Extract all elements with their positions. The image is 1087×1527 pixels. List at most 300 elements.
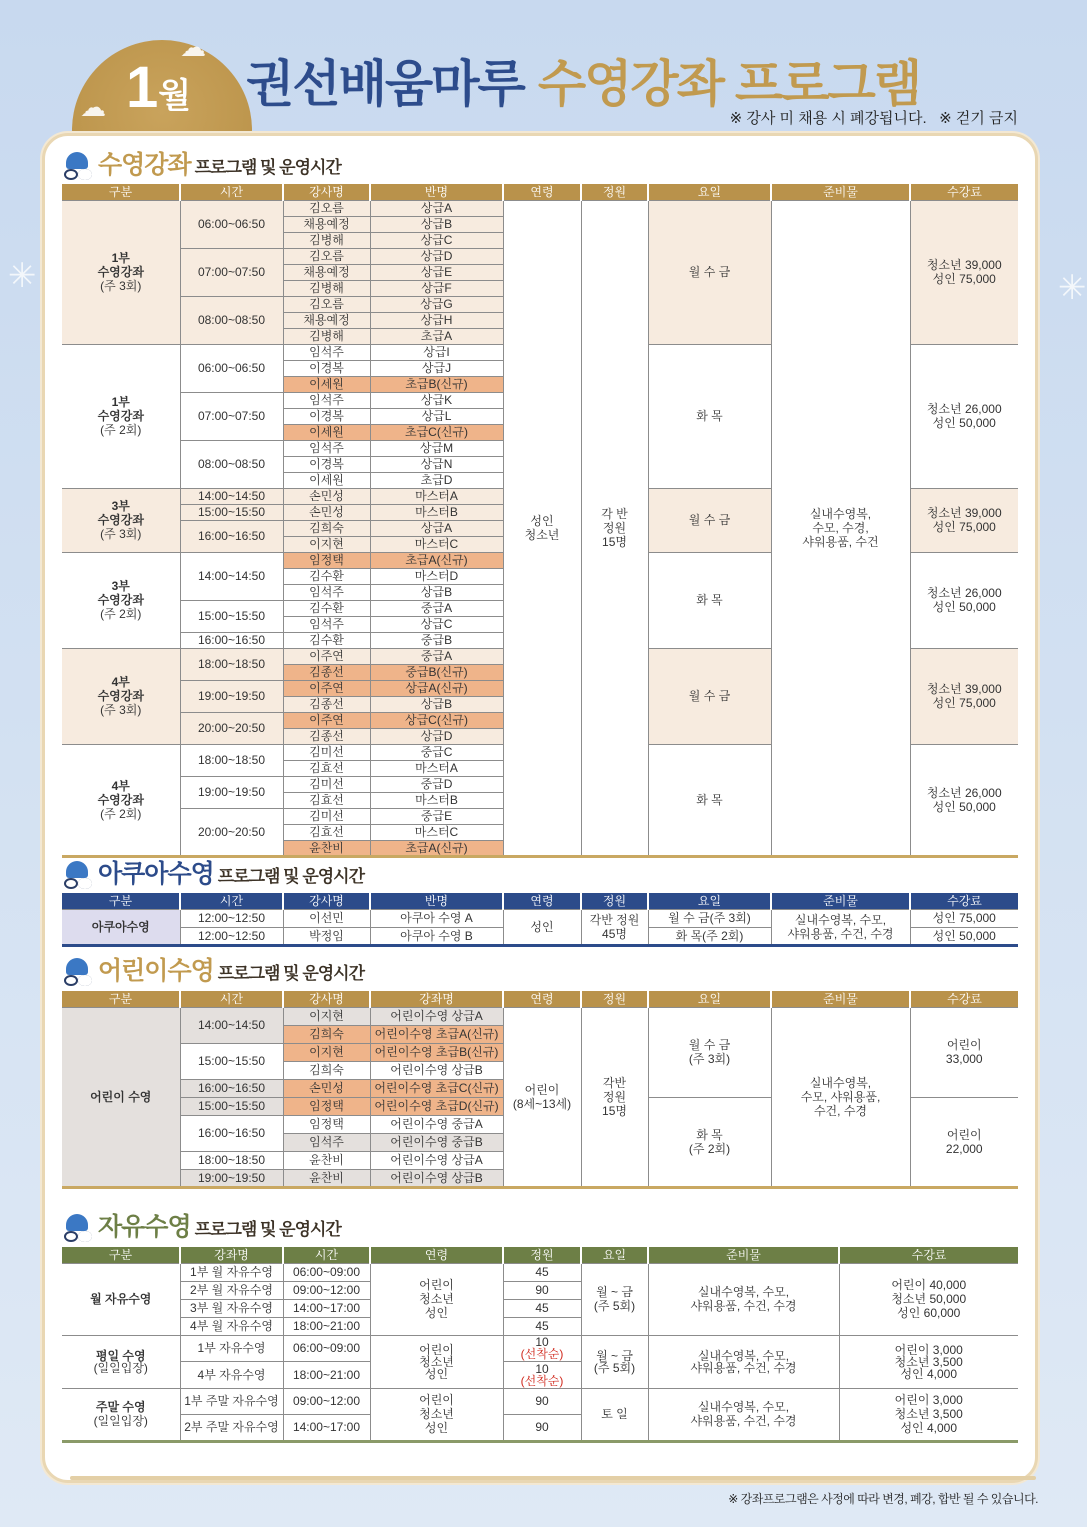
cell-text: 어린이 33,000 [945, 1038, 983, 1066]
cell-class [370, 392, 503, 408]
cell-text: 상급A(신규) [405, 681, 468, 695]
cell-fee [910, 909, 1018, 927]
header-supplies: 준비물 [771, 893, 910, 909]
section-title: 자유수영 [98, 1213, 191, 1241]
cell-instructor [283, 232, 370, 248]
cell-days [648, 909, 771, 927]
cell-text: 상급K [420, 393, 453, 407]
cell-instructor [283, 568, 370, 584]
kids-table [62, 991, 1018, 1189]
cell-text: 월 ~ 금 (주 5회) [593, 1348, 636, 1375]
cell-text: 45 [535, 1301, 549, 1315]
cell-fee [910, 488, 1018, 552]
cell-time [283, 1299, 370, 1317]
cell-text: 실내수영복, 수모, 샤워용품, 수건, 수경 [690, 1348, 797, 1375]
cell-text: 상급C(신규) [404, 713, 469, 727]
header-fee: 수강료 [910, 893, 1018, 909]
cell-class [370, 744, 503, 760]
cell-time [180, 927, 283, 945]
cell-text: 45 [535, 1265, 549, 1279]
cell-text: 상급B [420, 585, 453, 599]
cell-text: 이주연 [309, 713, 344, 727]
cell-capacity [503, 1263, 581, 1281]
cell-text: 마스터A [415, 489, 458, 503]
cell-time [180, 632, 283, 648]
cell-course [370, 1025, 503, 1043]
cell-instructor [283, 808, 370, 824]
cell-text: 초급B(신규) [405, 377, 468, 391]
cell-instructor [283, 1025, 370, 1043]
cell-text: 초급C(신규) [404, 425, 469, 439]
cell-time [180, 440, 283, 488]
cell-class [370, 504, 503, 520]
header-instructor: 강사명 [283, 893, 370, 909]
cell-instructor [283, 440, 370, 456]
cell-text: 상급C [420, 233, 453, 247]
cell-class [370, 840, 503, 856]
cell-supplies [771, 200, 910, 856]
cell-text: 어린이수영 초급A(신규) [374, 1027, 499, 1041]
cell-class [370, 472, 503, 488]
header-time: 시간 [180, 991, 283, 1007]
cell-text: 06:00~09:00 [292, 1265, 361, 1279]
cell-supplies [771, 909, 910, 945]
cell-days [648, 1097, 771, 1187]
cell-time [180, 520, 283, 552]
cell-text: 마스터A [415, 761, 458, 775]
cell-instructor [283, 1115, 370, 1133]
cell-subtext: (일일입장) [93, 1360, 148, 1375]
cell-time [283, 1281, 370, 1299]
header-age: 연령 [370, 1247, 503, 1263]
cell-instructor [283, 328, 370, 344]
cell-text: 화 목(주 2회) [675, 928, 744, 943]
cell-instructor [283, 909, 370, 927]
cell-instructor [283, 840, 370, 856]
cell-category [62, 200, 180, 344]
cell-time [180, 552, 283, 600]
cell-text: 주말 수영 [95, 1400, 146, 1414]
cell-text: 19:00~19:50 [197, 785, 266, 799]
swim-cap-icon [62, 152, 92, 178]
cell-time [180, 808, 283, 856]
cell-class [370, 296, 503, 312]
cell-text: 중급C [420, 745, 453, 759]
cell-category [62, 488, 180, 552]
cell-text: 14:00~14:50 [197, 489, 266, 503]
cell-time [283, 1388, 370, 1415]
cell-days [648, 200, 771, 344]
header-capacity: 정원 [503, 1247, 581, 1263]
table-row [62, 1388, 1018, 1415]
cell-text: 초급A(신규) [405, 840, 468, 855]
cell-course [180, 1388, 283, 1415]
cell-instructor [283, 216, 370, 232]
cell-course [370, 1115, 503, 1133]
cell-instructor [283, 280, 370, 296]
cell-time [180, 712, 283, 744]
header-days: 요일 [648, 991, 771, 1007]
cell-text: 월 자유수영 [90, 1292, 152, 1306]
first-come-note: (선착순) [520, 1373, 564, 1388]
cell-time [180, 200, 283, 248]
cell-text: 2부 주말 자유수영 [184, 1420, 279, 1435]
cell-text: 채용예정 [303, 217, 350, 231]
cell-time [180, 1169, 283, 1187]
cell-time [283, 1415, 370, 1442]
cell-text: 18:00~18:50 [197, 657, 266, 671]
cell-class [370, 440, 503, 456]
cell-text: 김병해 [309, 281, 344, 295]
cell-text: 16:00~16:50 [197, 1126, 266, 1140]
notice-text: ※ 강사 미 채용 시 폐강됩니다. ※ 걷기 금지 [729, 110, 1018, 127]
cell-age [370, 1388, 503, 1441]
header-time: 시간 [283, 1247, 370, 1263]
sparkle-icon: ✳ [8, 257, 37, 295]
cell-text: 청소년 39,000 성인 75,000 [926, 258, 1002, 286]
cell-class [370, 344, 503, 360]
header-category: 구분 [62, 184, 180, 200]
cell-time [180, 744, 283, 776]
cell-text: 상급A [420, 521, 453, 535]
cell-text: 90 [535, 1420, 549, 1435]
header-fee: 수강료 [839, 1247, 1018, 1263]
cell-text: 마스터C [414, 537, 459, 551]
cell-text: 20:00~20:50 [197, 824, 266, 839]
cell-text: 월 수 금 (주 3회) [688, 1038, 731, 1066]
cell-time [180, 648, 283, 680]
cell-fee [910, 1097, 1018, 1187]
table-row [62, 1335, 1018, 1362]
header-class: 반명 [370, 893, 503, 909]
cell-text: 18:00~18:50 [197, 1153, 266, 1167]
cell-supplies [648, 1335, 839, 1388]
cell-text: 09:00~12:00 [292, 1394, 361, 1409]
cell-class [370, 568, 503, 584]
cell-text: 어린이 22,000 [945, 1127, 983, 1156]
cell-text: 손민성 [309, 1081, 344, 1095]
cell-instructor [283, 392, 370, 408]
cell-text: 화 목 (주 2회) [688, 1127, 731, 1156]
cell-text: 10 [535, 1361, 549, 1376]
cell-text: 90 [535, 1394, 549, 1409]
cell-text: 임석주 [309, 393, 344, 407]
header-category: 구분 [62, 991, 180, 1007]
cell-text: 중급B [420, 633, 453, 647]
cell-instructor [283, 408, 370, 424]
cloud-icon: ☁ [80, 92, 106, 122]
cell-instructor [283, 1043, 370, 1061]
cell-text: 이세원 [309, 377, 344, 391]
cell-instructor [283, 552, 370, 568]
table-row [62, 1263, 1018, 1281]
cell-text: 중급B(신규) [405, 665, 468, 679]
cell-text: 김오름 [309, 201, 344, 215]
cell-text: 어린이수영 중급B [390, 1135, 483, 1149]
cell-text: 청소년 39,000 성인 75,000 [926, 506, 1002, 534]
cell-fee [910, 200, 1018, 344]
cell-instructor [283, 264, 370, 280]
cell-text: 이선민 [309, 911, 344, 925]
cell-text: 김미선 [309, 777, 344, 791]
title-venue: 권선배움마루 [246, 56, 524, 112]
cell-age [370, 1335, 503, 1388]
cell-instructor [283, 648, 370, 664]
cell-text: 상급B [420, 697, 453, 711]
cell-course [370, 1043, 503, 1061]
cell-text: 06:00~09:00 [292, 1341, 361, 1356]
cell-text: 18:00~21:00 [292, 1367, 361, 1382]
table-row [62, 909, 1018, 927]
cell-text: 16:00~16:50 [197, 529, 266, 543]
header-fee: 수강료 [910, 184, 1018, 200]
header-capacity: 정원 [581, 991, 648, 1007]
section-title: 어린이수영 [98, 957, 214, 985]
cell-text: 임석주 [309, 585, 344, 599]
cell-text: 4부 자유수영 [197, 1367, 266, 1382]
header-fee: 수강료 [910, 991, 1018, 1007]
cell-course [180, 1362, 283, 1389]
cell-text: 김종선 [309, 697, 344, 711]
header-supplies: 준비물 [771, 991, 910, 1007]
free-swim-table [62, 1247, 1018, 1443]
cell-text: 월 수 금 [688, 689, 731, 703]
cell-capacity [503, 1299, 581, 1317]
header-category: 구분 [62, 1247, 180, 1263]
cell-time [180, 776, 283, 808]
cell-category [62, 1263, 180, 1335]
cell-instructor [283, 456, 370, 472]
cell-instructor [283, 312, 370, 328]
cell-time [180, 909, 283, 927]
table-row [62, 200, 1018, 216]
cell-course [180, 1317, 283, 1335]
header-instructor: 강사명 [283, 184, 370, 200]
cell-text: 3부 수영강좌 [97, 579, 144, 607]
cell-fee [910, 552, 1018, 648]
cell-class [370, 648, 503, 664]
cell-fee [910, 344, 1018, 488]
cell-text: 이경복 [309, 457, 344, 471]
cell-supplies [771, 1007, 910, 1187]
cell-instructor [283, 696, 370, 712]
cell-instructor [283, 1079, 370, 1097]
swim-cap-icon [62, 861, 92, 887]
cell-text: 15:00~15:50 [197, 609, 266, 623]
cell-text: 어린이수영 상급A [390, 1153, 483, 1167]
cell-category [62, 1388, 180, 1441]
cell-text: 어린이 40,000 청소년 50,000 성인 60,000 [891, 1278, 967, 1320]
cell-text: 어린이 청소년 성인 [419, 1342, 454, 1381]
cell-instructor [283, 824, 370, 840]
cell-text: 성인 [530, 919, 554, 934]
cell-text: 청소년 39,000 성인 75,000 [926, 682, 1002, 710]
cell-days [581, 1388, 648, 1441]
cell-instructor [283, 1097, 370, 1115]
cell-instructor [283, 472, 370, 488]
cell-time [180, 392, 283, 440]
cell-fee [839, 1388, 1018, 1441]
cell-text: 09:00~12:00 [292, 1283, 361, 1297]
cell-text: 청소년 26,000 성인 50,000 [926, 402, 1002, 430]
cell-text: 채용예정 [303, 265, 350, 279]
cell-text: 김효선 [309, 825, 344, 839]
cell-text: 15:00~15:50 [197, 1099, 266, 1113]
swim-cap-icon [62, 958, 92, 984]
cell-text: 김희숙 [309, 521, 344, 535]
cell-time [180, 248, 283, 296]
cell-text: 월 수 금 [688, 513, 731, 527]
cell-course [370, 1079, 503, 1097]
cell-time [283, 1362, 370, 1389]
cell-text: 김오름 [309, 249, 344, 263]
cell-class [370, 792, 503, 808]
cell-text: 상급B [420, 217, 453, 231]
cell-instructor [283, 1133, 370, 1151]
cell-time [180, 1151, 283, 1169]
cell-text: 14:00~17:00 [292, 1301, 361, 1315]
cell-text: 08:00~08:50 [197, 457, 266, 471]
cell-text: 월 ~ 금 (주 5회) [593, 1285, 636, 1313]
header-time: 시간 [180, 893, 283, 909]
cell-category [62, 1007, 180, 1187]
page-title [246, 44, 920, 116]
cell-time [283, 1263, 370, 1281]
cell-class [370, 760, 503, 776]
cell-text: 김미선 [309, 809, 344, 823]
cell-text: 임정택 [309, 553, 344, 567]
cell-text: 임정택 [309, 1099, 344, 1113]
cell-text: 임석주 [309, 345, 344, 359]
cell-category [62, 744, 180, 856]
cell-class [370, 488, 503, 504]
swim-class-table [62, 184, 1018, 858]
cell-instructor [283, 504, 370, 520]
cell-text: 이세원 [309, 425, 344, 439]
cloud-icon: ☁ [180, 32, 206, 62]
cell-instructor [283, 616, 370, 632]
cell-subtext: (주 3회) [100, 527, 142, 541]
cell-instructor [283, 600, 370, 616]
cell-course [370, 1151, 503, 1169]
aqua-table [62, 893, 1018, 947]
header-age: 연령 [503, 893, 581, 909]
cell-class [370, 632, 503, 648]
cell-class [370, 927, 503, 945]
cell-instructor [283, 680, 370, 696]
cell-text: 평일 수영 [95, 1348, 146, 1363]
first-come-note: (선착순) [520, 1347, 564, 1362]
cell-category [62, 909, 180, 945]
cell-text: 어린이수영 초급B(신규) [374, 1045, 499, 1059]
cell-days [581, 1335, 648, 1388]
section-title-free-swim [62, 1214, 341, 1240]
cell-instructor [283, 200, 370, 216]
cell-text: 이세원 [309, 473, 344, 487]
cell-class [370, 408, 503, 424]
cell-text: 1부 수영강좌 [97, 251, 144, 279]
cell-text: 박정임 [309, 928, 344, 943]
cell-text: 마스터D [414, 569, 459, 583]
cell-instructor [283, 1151, 370, 1169]
title-program: 수영강좌 프로그램 [537, 56, 921, 112]
cell-text: 45 [535, 1319, 549, 1333]
cell-text: 각반 정원 15명 [602, 1075, 627, 1118]
cell-text: 이경복 [309, 409, 344, 423]
cell-text: 임정택 [309, 1117, 344, 1131]
section-subtitle: 프로그램 및 운영시간 [217, 867, 365, 886]
cell-class [370, 456, 503, 472]
cell-text: 마스터C [414, 825, 459, 839]
cell-text: 4부 수영강좌 [97, 675, 144, 703]
cell-fee [910, 744, 1018, 856]
cell-course [370, 1133, 503, 1151]
cell-text: 12:00~12:50 [197, 928, 266, 943]
cell-text: 청소년 26,000 성인 50,000 [926, 586, 1002, 614]
cell-text: 김병해 [309, 233, 344, 247]
cell-text: 상급M [419, 441, 454, 455]
cell-class [370, 552, 503, 568]
cell-instructor [283, 927, 370, 945]
cell-text: 윤찬비 [309, 1153, 344, 1167]
cell-class [370, 808, 503, 824]
cell-text: 실내수영복, 수모, 샤워용품, 수건, 수경 [800, 1075, 881, 1118]
cell-text: 07:00~07:50 [197, 409, 266, 423]
section-title: 수영강좌 [98, 151, 191, 179]
cell-text: 이지현 [309, 1045, 344, 1059]
cell-text: 어린이수영 상급B [390, 1063, 483, 1077]
cell-course [180, 1335, 283, 1362]
month-unit: 월 [158, 77, 190, 115]
cell-instructor [283, 488, 370, 504]
cell-text: 이주연 [309, 649, 344, 663]
cell-course [180, 1263, 283, 1281]
cell-class [370, 776, 503, 792]
cell-instructor [283, 632, 370, 648]
cell-instructor [283, 760, 370, 776]
cell-class [370, 616, 503, 632]
cell-instructor [283, 344, 370, 360]
cell-age [503, 1007, 581, 1187]
cell-text: 14:00~14:50 [197, 569, 266, 583]
cell-instructor [283, 248, 370, 264]
cell-class [370, 360, 503, 376]
cell-text: 김수환 [309, 569, 344, 583]
cell-text: 화 목 [696, 409, 723, 423]
cell-text: 2부 월 자유수영 [190, 1283, 273, 1297]
cell-text: 채용예정 [303, 313, 350, 327]
cell-age [503, 909, 581, 945]
cell-text: 아쿠아수영 [91, 919, 150, 934]
cell-text: 성인 청소년 [524, 513, 560, 542]
footer-note: ※ 강좌프로그램은 사정에 따라 변경, 폐강, 합반 될 수 있습니다. [728, 1492, 1038, 1506]
cell-text: 16:00~16:50 [197, 1081, 266, 1095]
cell-text: 어린이수영 상급B [390, 1170, 483, 1185]
cell-subtext: (주 2회) [100, 806, 142, 821]
cell-days [648, 344, 771, 488]
cell-instructor [283, 664, 370, 680]
header-instructor: 강사명 [283, 991, 370, 1007]
cell-fee [910, 1007, 1018, 1097]
cell-text: 초급D [420, 473, 453, 487]
cell-capacity [503, 1415, 581, 1442]
cell-category [62, 552, 180, 648]
cell-text: 실내수영복, 수모, 샤워용품, 수건, 수경 [690, 1285, 797, 1313]
cell-age [503, 200, 581, 856]
cell-class [370, 600, 503, 616]
cell-text: 이지현 [309, 537, 344, 551]
header-time: 시간 [180, 184, 283, 200]
